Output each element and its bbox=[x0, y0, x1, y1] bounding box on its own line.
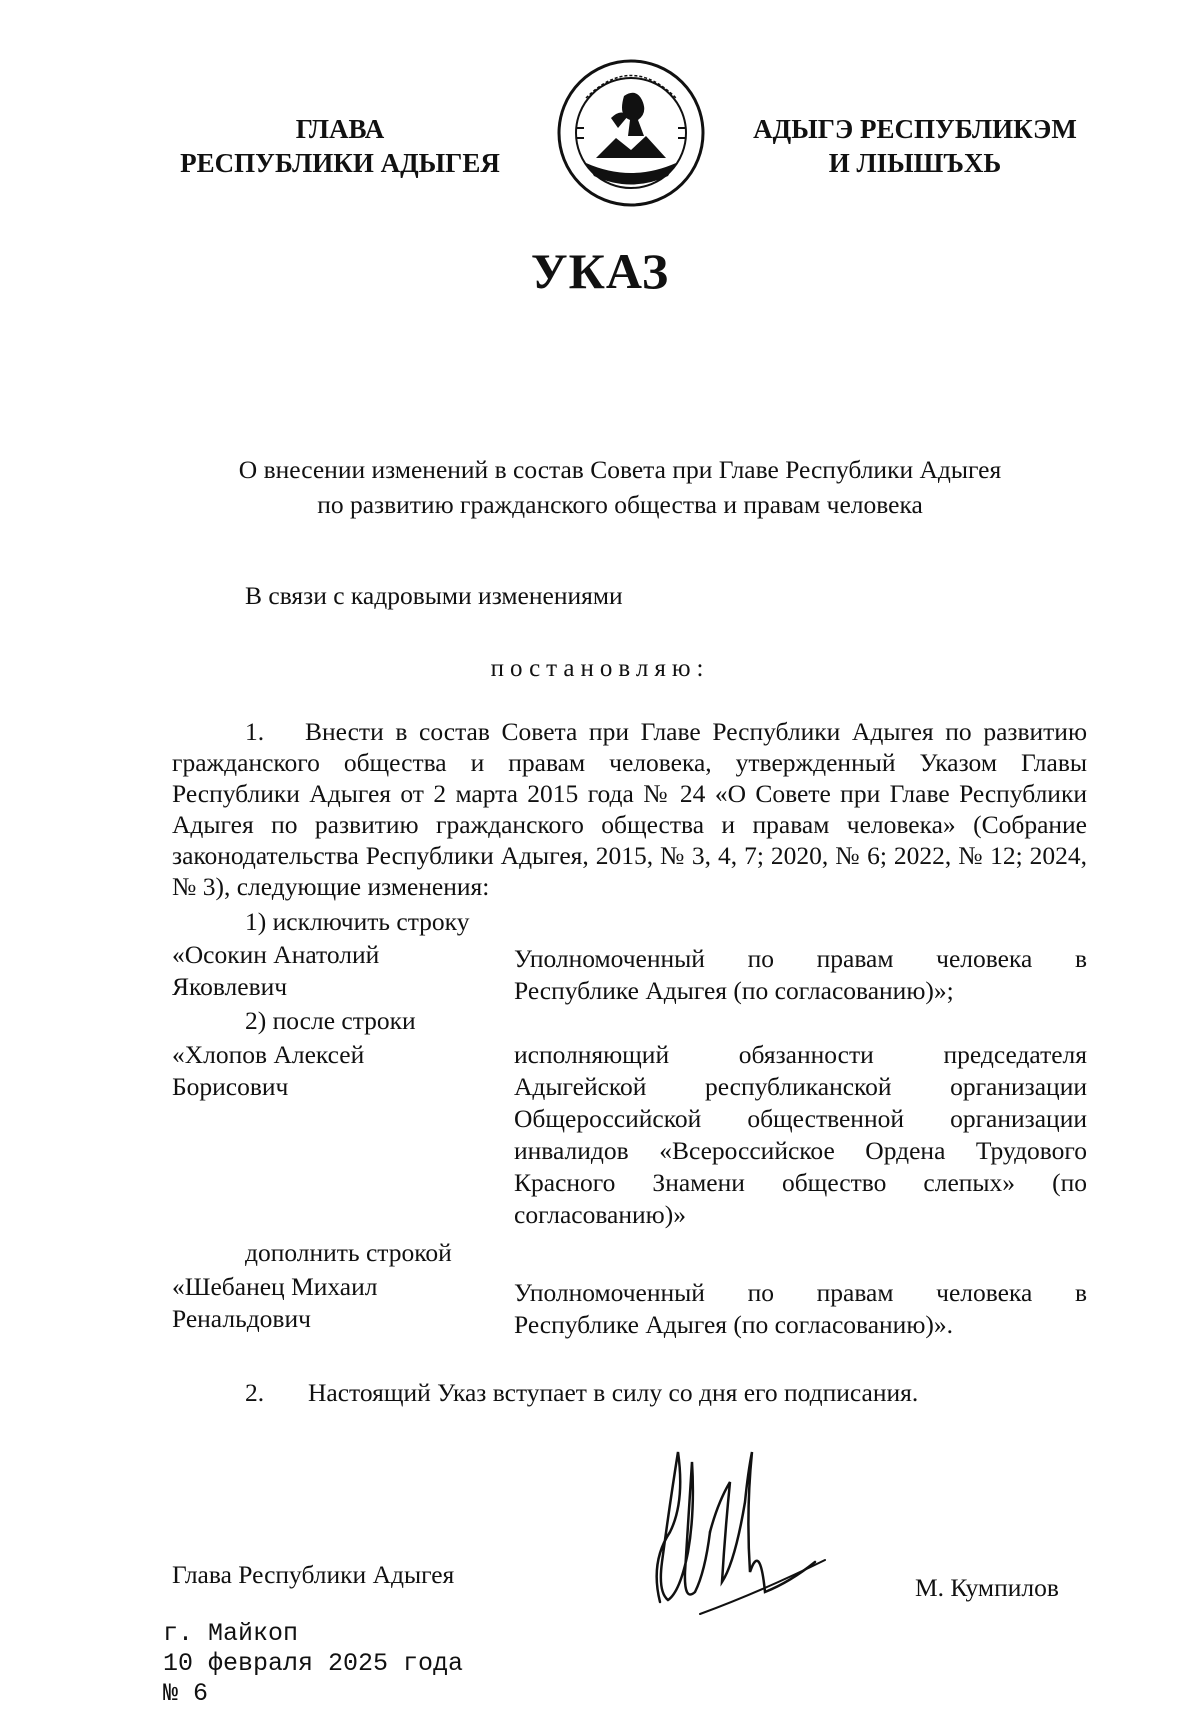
subitem-1-label: 1) исключить строку bbox=[245, 907, 470, 936]
issue-city: г. Майкоп bbox=[163, 1619, 299, 1648]
issuer-title-adyghe-line-2: И ЛІЫШЪХЬ bbox=[828, 148, 1002, 178]
document-number: № 6 bbox=[163, 1679, 209, 1708]
item-1-text: Внести в состав Совета при Главе Республики Адыгея по развитию гражданского общества и правам человека, утвержденный Указом Главы Республики Адыгея от 2 марта 2015 года № 24 «О Совете при Главе Республики Адыгея по развитию гражданского общества и правам человека» (Собрание законодательства Республики Адыгея, 2015, № 3, 4, 7; 2020, № 6; 2022, № 12; 2024, № 3), следующие изменения: bbox=[172, 717, 1087, 901]
subitem-3-label: дополнить строкой bbox=[245, 1238, 452, 1267]
handwritten-signature bbox=[640, 1442, 840, 1617]
item-2-number: 2. bbox=[245, 1378, 265, 1407]
document-subject bbox=[150, 452, 1090, 522]
signatory-name: М. Кумпилов bbox=[915, 1573, 1059, 1602]
item-1-paragraph bbox=[172, 716, 1087, 902]
subitem-2-label: 2) после строки bbox=[245, 1006, 416, 1035]
row-3-name bbox=[172, 1271, 502, 1335]
issuer-title-line-2: РЕСПУБЛИКИ АДЫГЕЯ bbox=[180, 148, 500, 178]
row-1-name-line-1: «Осокин Анатолий bbox=[172, 940, 380, 969]
item-2-text: Настоящий Указ вступает в силу со дня его подписания. bbox=[308, 1378, 919, 1407]
issue-date: 10 февраля 2025 года bbox=[163, 1649, 464, 1678]
document-title: УКАЗ bbox=[530, 243, 670, 299]
intro-paragraph: В связи с кадровыми изменениями bbox=[245, 581, 623, 610]
decree-word: постановляю: bbox=[490, 655, 710, 682]
row-2-description: исполняющий обязанности председателя Адыгейской республиканской организации Общероссийской общественной организации инвалидов «Всероссийское Ордена Трудового Красного Знамени общество слепых» (по согласованию)» bbox=[514, 1040, 1087, 1229]
coat-of-arms-emblem bbox=[556, 58, 706, 208]
row-3-name-line-2: Ренальдович bbox=[172, 1304, 311, 1333]
issuer-title-adyghe bbox=[725, 112, 1105, 180]
subject-line-1: О внесении изменений в состав Совета при Главе Республики Адыгея bbox=[238, 455, 1002, 484]
row-1-name bbox=[172, 939, 502, 1003]
issuer-title-russian bbox=[150, 112, 530, 180]
item-2-paragraph bbox=[245, 1378, 918, 1408]
row-2-name-line-1: «Хлопов Алексей bbox=[172, 1040, 365, 1069]
row-3-name-line-1: «Шебанец Михаил bbox=[172, 1272, 378, 1301]
row-1-name-line-2: Яковлевич bbox=[172, 972, 288, 1001]
row-1-description-line-2: Республике Адыгея (по согласованию)»; bbox=[514, 976, 954, 1005]
signatory-title: Глава Республики Адыгея bbox=[172, 1560, 455, 1589]
row-2-name bbox=[172, 1039, 502, 1103]
item-1-number: 1. bbox=[245, 717, 265, 746]
row-3-description-line-1: Уполномоченный по правам человека в bbox=[514, 1278, 1087, 1307]
issuer-title-line-1: ГЛАВА bbox=[295, 114, 385, 144]
row-3-description-line-2: Республике Адыгея (по согласованию)». bbox=[514, 1310, 953, 1339]
subject-line-2: по развитию гражданского общества и правам человека bbox=[317, 490, 923, 519]
row-2-name-line-2: Борисович bbox=[172, 1072, 289, 1101]
issuer-title-adyghe-line-1: АДЫГЭ РЕСПУБЛИКЭМ bbox=[753, 114, 1077, 144]
row-1-description-line-1: Уполномоченный по правам человека в bbox=[514, 944, 1087, 973]
